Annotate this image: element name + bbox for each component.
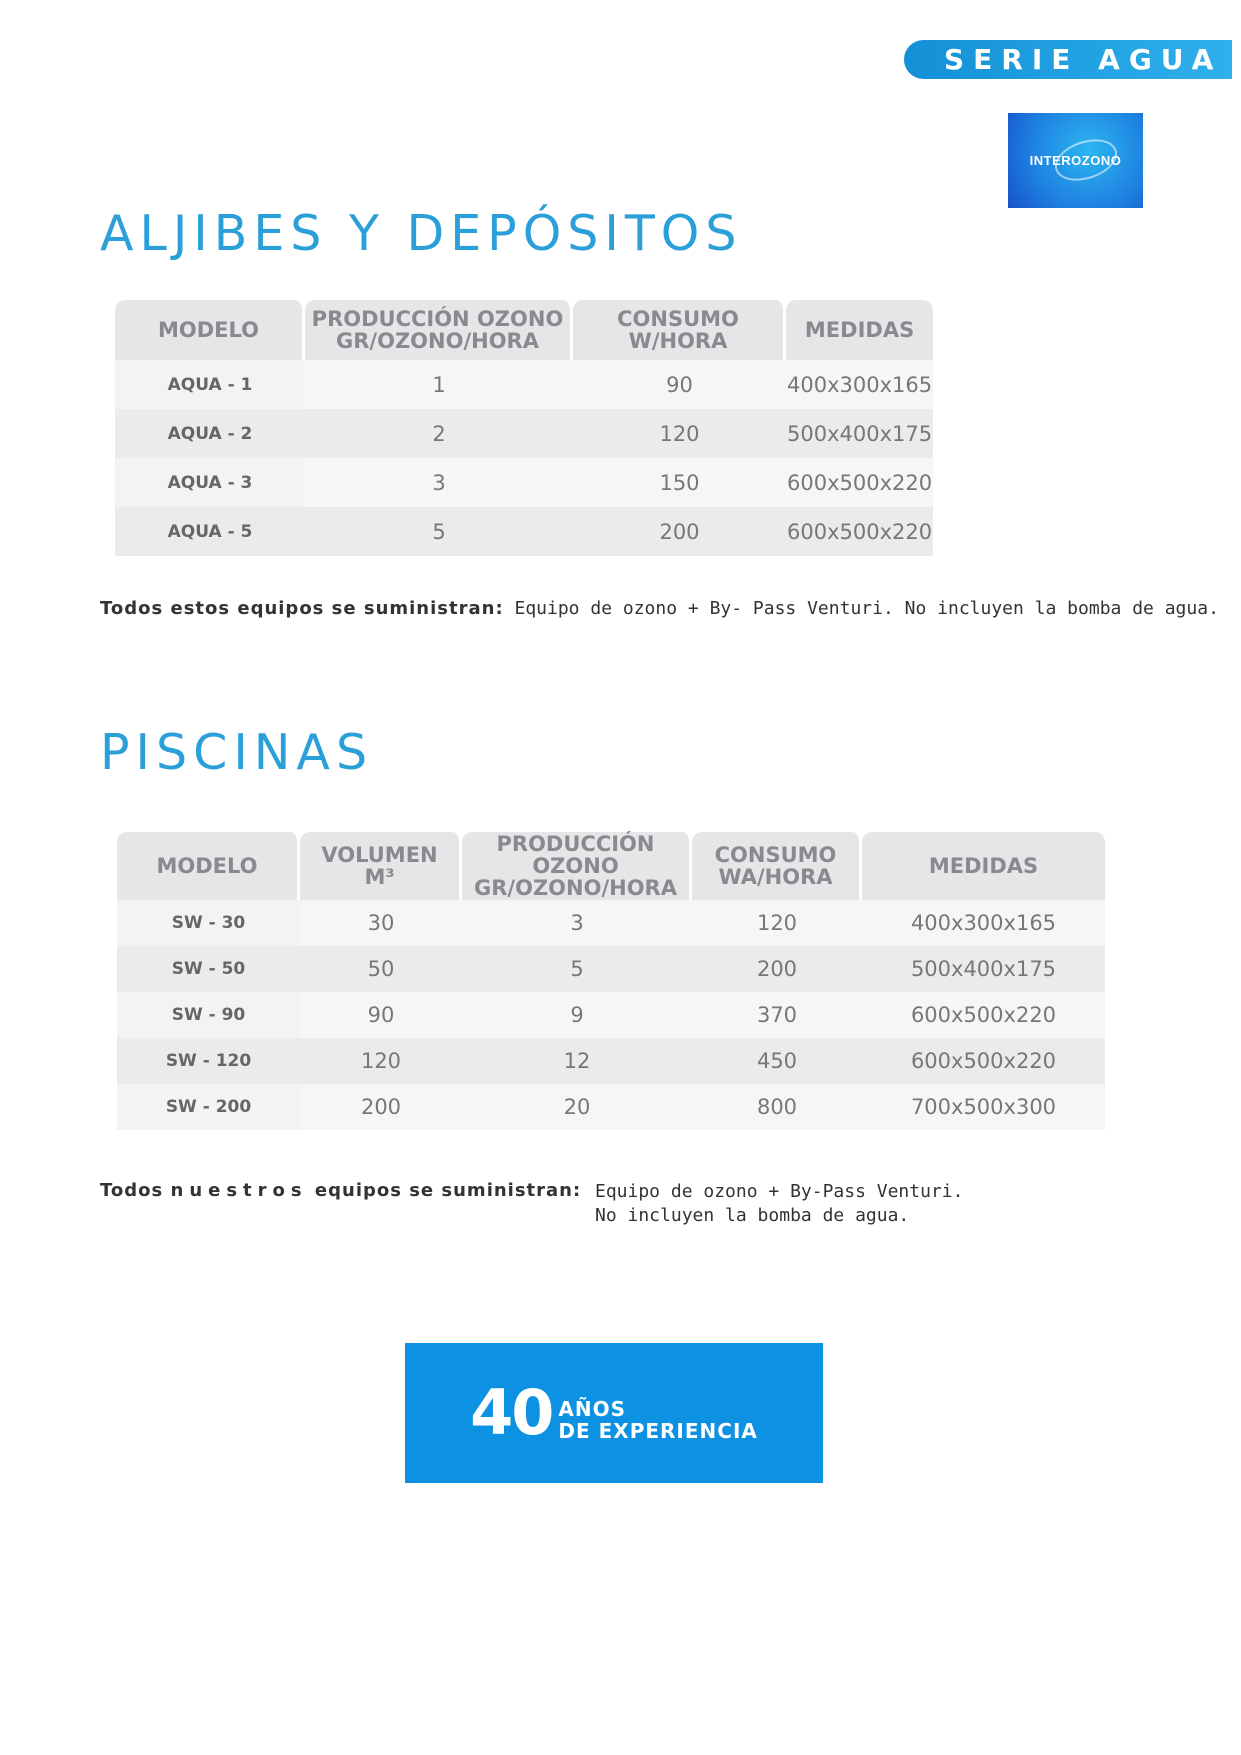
aljibes-table	[115, 300, 933, 556]
piscinas-header-2: PRODUCCIÓN OZONO GR/OZONO/HORA	[462, 832, 692, 900]
aljibes-header-2: CONSUMO W/HORA	[573, 300, 786, 360]
piscinas-note-lead-1: Todos	[100, 1180, 164, 1201]
banner-line-2: DE EXPERIENCIA	[558, 1419, 758, 1443]
value-cell: 400x300x165	[862, 900, 1105, 946]
value-cell: 20	[462, 1084, 692, 1130]
section-title-aljibes: ALJIBES Y DEPÓSITOS	[100, 205, 743, 262]
value-cell: 200	[573, 507, 786, 556]
interozono-logo	[1008, 113, 1143, 208]
value-cell: 3	[462, 900, 692, 946]
aljibes-note-lead: Todos estos equipos se suministran:	[100, 598, 504, 619]
banner-line-1: AÑOS	[558, 1397, 627, 1421]
model-cell: SW - 120	[117, 1038, 300, 1084]
piscinas-note-lead-3: equipos se suministran:	[314, 1180, 582, 1201]
model-cell: AQUA - 3	[115, 458, 305, 507]
value-cell: 600x500x220	[786, 507, 933, 556]
table-row	[117, 1038, 1105, 1084]
value-cell: 200	[300, 1084, 462, 1130]
value-cell: 200	[692, 946, 862, 992]
model-cell: AQUA - 1	[115, 360, 305, 409]
table-row	[117, 946, 1105, 992]
aljibes-note-text: Equipo de ozono + By- Pass Venturi. No incluyen la bomba de agua.	[514, 598, 1219, 619]
piscinas-header-1: VOLUMEN M³	[300, 832, 462, 900]
piscinas-note-line-2: No incluyen la bomba de agua.	[595, 1205, 910, 1226]
value-cell: 500x400x175	[786, 409, 933, 458]
experience-banner	[405, 1343, 823, 1483]
banner-number: 40	[470, 1376, 553, 1449]
value-cell: 90	[300, 992, 462, 1038]
model-cell: SW - 30	[117, 900, 300, 946]
value-cell: 120	[692, 900, 862, 946]
table-row	[115, 409, 933, 458]
table-row	[115, 507, 933, 556]
piscinas-note-line-1: Equipo de ozono + By-Pass Venturi.	[595, 1181, 964, 1202]
value-cell: 12	[462, 1038, 692, 1084]
piscinas-header-0: MODELO	[117, 832, 300, 900]
value-cell: 600x500x220	[862, 992, 1105, 1038]
value-cell: 5	[462, 946, 692, 992]
value-cell: 90	[573, 360, 786, 409]
model-cell: SW - 200	[117, 1084, 300, 1130]
value-cell: 150	[573, 458, 786, 507]
table-row	[115, 360, 933, 409]
value-cell: 600x500x220	[862, 1038, 1105, 1084]
value-cell: 120	[300, 1038, 462, 1084]
piscinas-note-lead	[100, 1180, 581, 1201]
value-cell: 5	[305, 507, 573, 556]
model-cell: AQUA - 5	[115, 507, 305, 556]
table-row	[117, 1084, 1105, 1130]
piscinas-note-lead-2: nuestros	[170, 1180, 308, 1201]
aljibes-header-0: MODELO	[115, 300, 305, 360]
piscinas-header-4: MEDIDAS	[862, 832, 1105, 900]
model-cell: SW - 90	[117, 992, 300, 1038]
series-tag: SERIE AGUA	[904, 40, 1232, 79]
aljibes-header-3: MEDIDAS	[786, 300, 933, 360]
value-cell: 120	[573, 409, 786, 458]
piscinas-table	[117, 832, 1105, 1130]
value-cell: 370	[692, 992, 862, 1038]
value-cell: 500x400x175	[862, 946, 1105, 992]
piscinas-note-body	[595, 1180, 963, 1228]
table-row	[115, 458, 933, 507]
model-cell: SW - 50	[117, 946, 300, 992]
value-cell: 30	[300, 900, 462, 946]
value-cell: 600x500x220	[786, 458, 933, 507]
aljibes-header-1: PRODUCCIÓN OZONO GR/OZONO/HORA	[305, 300, 573, 360]
value-cell: 50	[300, 946, 462, 992]
value-cell: 400x300x165	[786, 360, 933, 409]
banner-text	[558, 1384, 757, 1442]
value-cell: 450	[692, 1038, 862, 1084]
logo-text: INTEROZONO	[1029, 153, 1122, 168]
value-cell: 9	[462, 992, 692, 1038]
table-row	[117, 900, 1105, 946]
aljibes-note	[100, 598, 1219, 619]
table-row	[117, 992, 1105, 1038]
section-title-piscinas: PISCINAS	[100, 724, 374, 781]
value-cell: 1	[305, 360, 573, 409]
value-cell: 3	[305, 458, 573, 507]
value-cell: 700x500x300	[862, 1084, 1105, 1130]
value-cell: 800	[692, 1084, 862, 1130]
piscinas-header-3: CONSUMO WA/HORA	[692, 832, 862, 900]
model-cell: AQUA - 2	[115, 409, 305, 458]
value-cell: 2	[305, 409, 573, 458]
